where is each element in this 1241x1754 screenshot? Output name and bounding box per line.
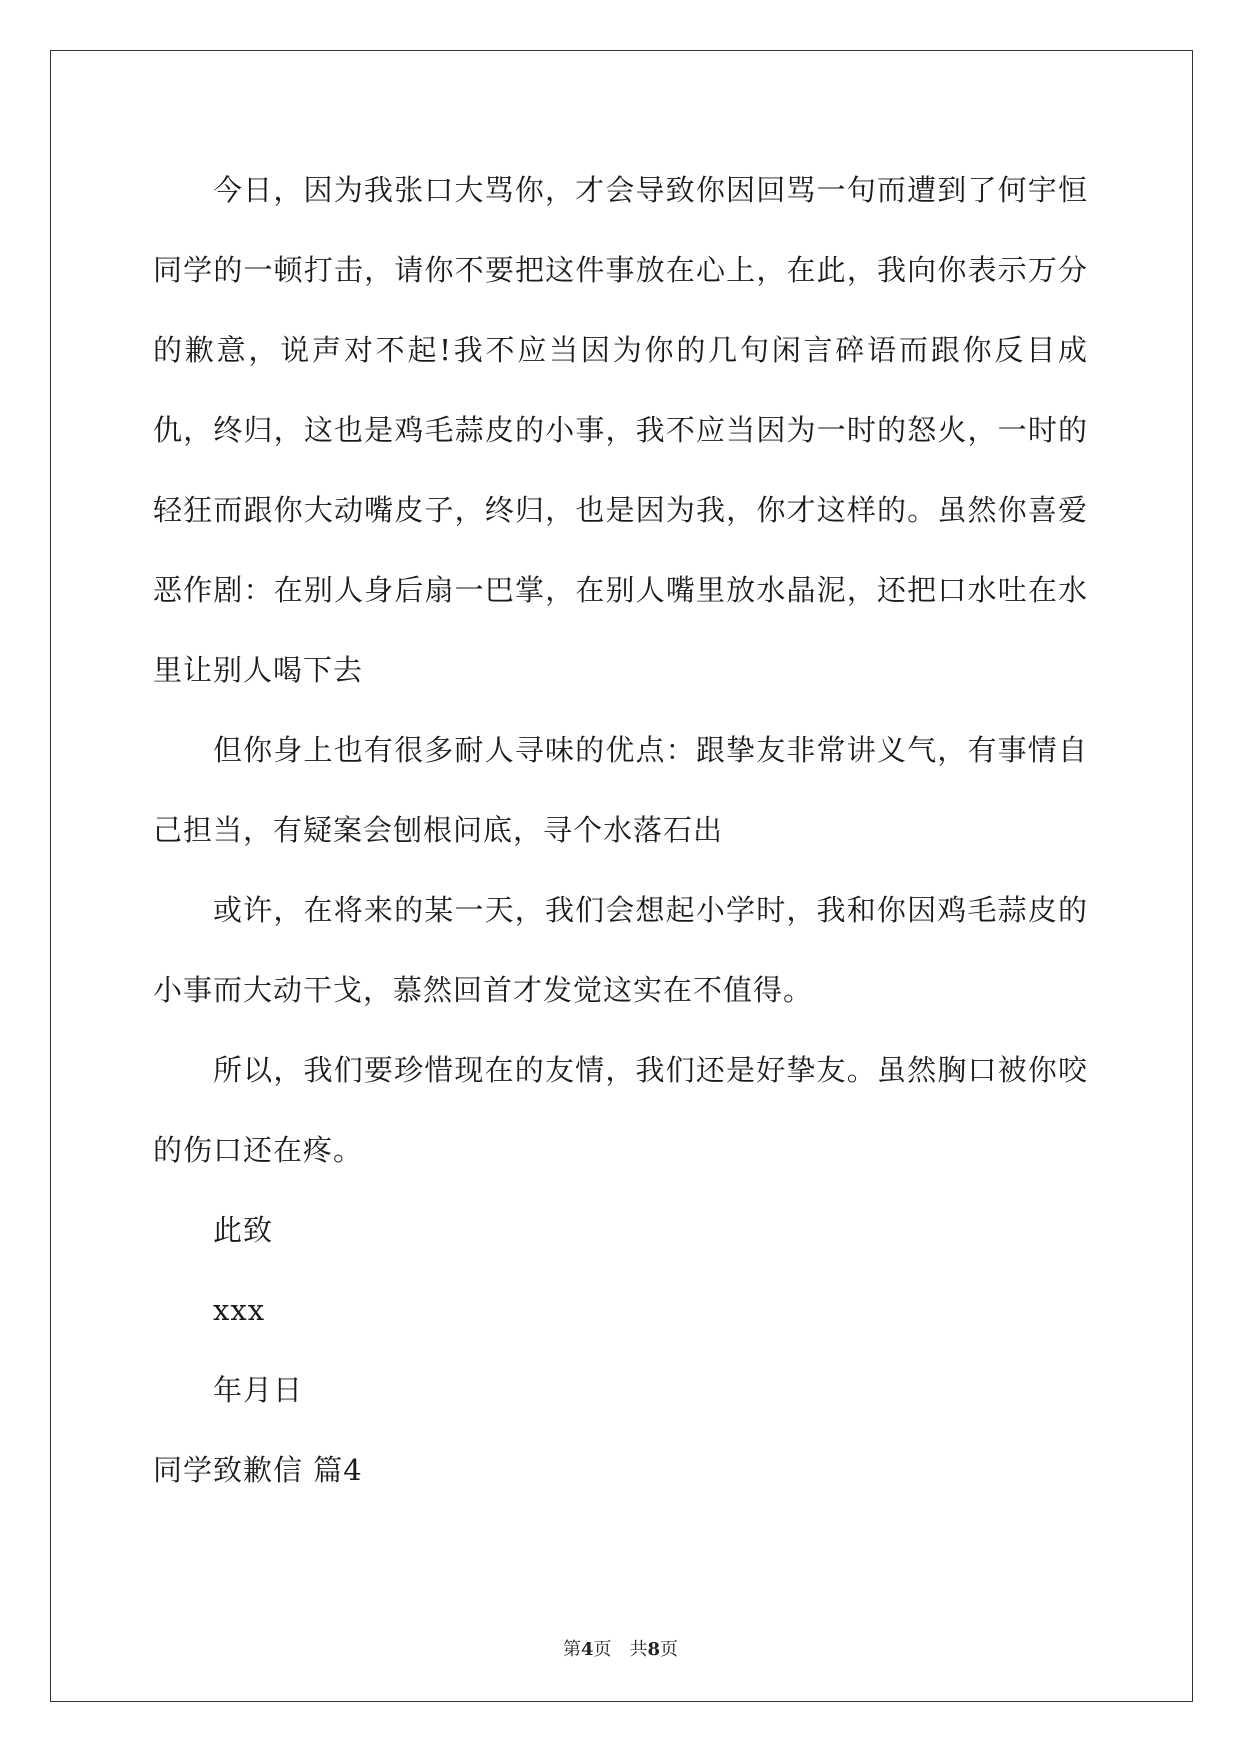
signature-name: xxx <box>213 1293 266 1327</box>
paragraph-4: 所以，我们要珍惜现在的友情，我们还是好挚友。虽然胸口被你咬的伤口还在疼。 <box>153 1053 1088 1167</box>
footer-prefix: 第 <box>562 1639 581 1660</box>
total-pages-number: 8 <box>647 1639 661 1660</box>
current-page-number: 4 <box>580 1639 594 1660</box>
page-footer <box>0 1635 1241 1661</box>
paragraph-2: 但你身上也有很多耐人寻味的优点：跟挚友非常讲义气，有事情自己担当，有疑案会刨根问底，寻个水落石出 <box>153 733 1088 847</box>
paragraph-3: 或许，在将来的某一天，我们会想起小学时，我和你因鸡毛蒜皮的小事而大动干戈，慕然回首才发觉这实在不值得。 <box>153 893 1088 1007</box>
footer-total-prefix: 共 <box>629 1639 648 1660</box>
paragraph-1: 今日，因为我张口大骂你，才会导致你因回骂一句而遭到了何宇恒同学的一顿打击，请你不要把这件事放在心上，在此，我向你表示万分的歉意，说声对不起!我不应当因为你的几句闲言碎语而跟你反目成仇，终归，这也是鸡毛蒜皮的小事，我不应当因为一时的怒火，一时的轻狂而跟你大动嘴皮子，终归，也是因为我，你才这样的。虽然你喜爱恶作剧：在别人身后扇一巴掌，在别人嘴里放水晶泥，还把口水吐在水里让别人喝下去 <box>153 173 1088 687</box>
footer-total-suffix: 页 <box>660 1639 679 1660</box>
signature-date: 年月日 <box>213 1373 304 1407</box>
closing-salutation: 此致 <box>213 1213 274 1247</box>
document-body <box>153 150 1088 1510</box>
footer-page-suffix: 页 <box>593 1639 612 1660</box>
section-heading: 同学致歉信 篇4 <box>153 1453 363 1487</box>
